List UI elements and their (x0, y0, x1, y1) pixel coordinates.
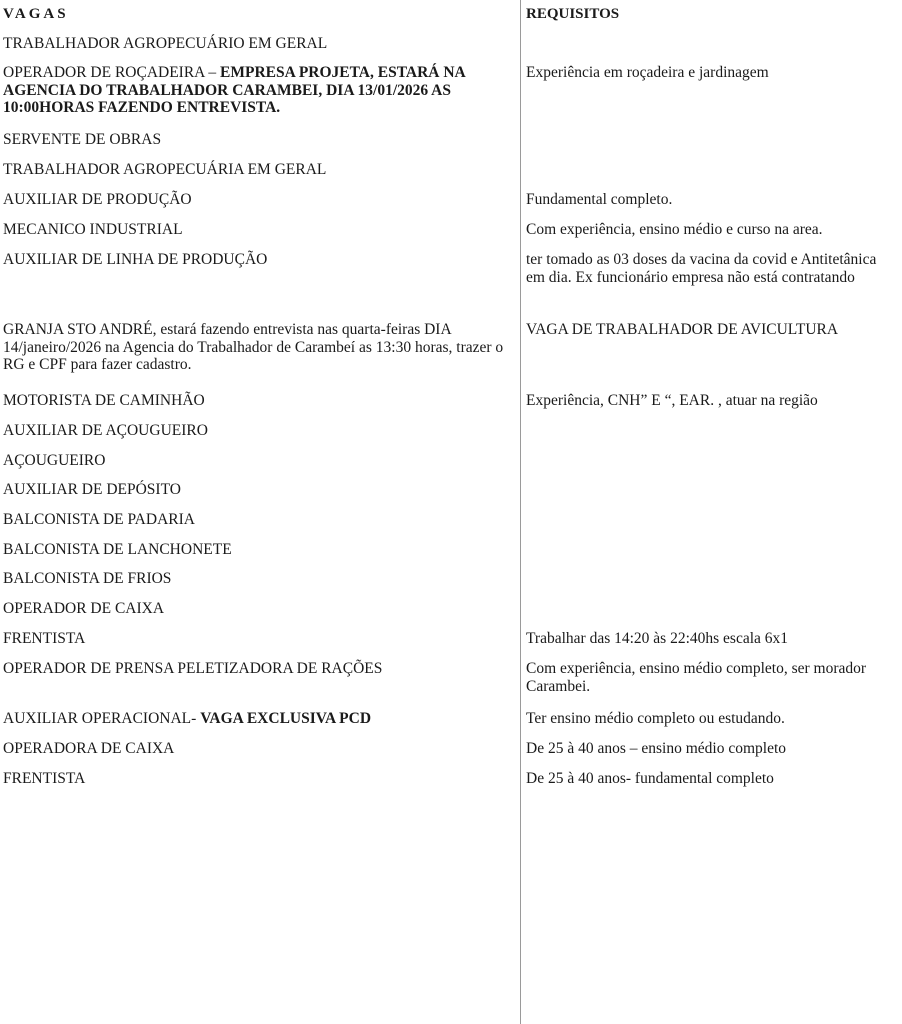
vaga-text: AUXILIAR DE LINHA DE PRODUÇÃO (3, 251, 268, 268)
requisito-text: VAGA DE TRABALHADOR DE AVICULTURA (526, 321, 839, 338)
vaga-text: BALCONISTA DE FRIOS (3, 570, 172, 587)
requisito-text: Fundamental completo. (526, 191, 673, 208)
vaga-text-normal: OPERADOR DE ROÇADEIRA – (3, 64, 221, 81)
vaga-text-normal: AUXILIAR OPERACIONAL- (3, 710, 201, 727)
requisito-text: Experiência, CNH” E “, EAR. , atuar na região (526, 392, 818, 409)
requisito-text: De 25 à 40 anos – ensino médio completo (526, 740, 787, 757)
vaga-text-bold: VAGA EXCLUSIVA PCD (200, 710, 372, 727)
column-divider (520, 0, 521, 1024)
header-vagas: VAGAS (3, 6, 69, 22)
vaga-text: FRENTISTA (3, 630, 86, 647)
vaga-text: MECANICO INDUSTRIAL (3, 221, 183, 238)
vaga-text: AUXILIAR DE PRODUÇÃO (3, 191, 192, 208)
vaga-text: AÇOUGUEIRO (3, 452, 106, 469)
vaga-text: BALCONISTA DE LANCHONETE (3, 541, 232, 558)
requisito-text: Com experiência, ensino médio e curso na area. (526, 221, 823, 238)
vaga-text-bold: EMPRESA PROJETA, ESTARÁ NA AGENCIA DO TRABALHADOR CARAMBEI, DIA 13/01/2026 AS 10:00HORAS FAZENDO ENTREVISTA. (3, 64, 465, 116)
requisito-text: Ter ensino médio completo ou estudando. (526, 710, 785, 727)
vaga-text: OPERADORA DE CAIXA (3, 740, 175, 757)
vaga-text: TRABALHADOR AGROPECUÁRIA EM GERAL (3, 161, 327, 178)
vaga-text: AUXILIAR DE DEPÓSITO (3, 481, 181, 498)
vaga-text: OPERADOR DE CAIXA (3, 600, 165, 617)
vaga-text: FRENTISTA (3, 770, 86, 787)
requisito-text: Trabalhar das 14:20 às 22:40hs escala 6x1 (526, 630, 789, 647)
vaga-text: SERVENTE DE OBRAS (3, 131, 162, 148)
requisito-text: ter tomado as 03 doses da vacina da covid e Antitetânica em dia. Ex funcionário empresa não está contratando (526, 251, 877, 286)
requisito-text: Com experiência, ensino médio completo, ser morador Carambei. (526, 660, 867, 695)
vaga-text: AUXILIAR DE AÇOUGUEIRO (3, 422, 208, 439)
vaga-text: BALCONISTA DE PADARIA (3, 511, 195, 528)
vaga-text (3, 64, 513, 117)
vaga-text: MOTORISTA DE CAMINHÃO (3, 392, 205, 409)
vaga-text (3, 710, 513, 728)
vaga-text: TRABALHADOR AGROPECUÁRIO EM GERAL (3, 35, 328, 52)
vaga-text: GRANJA STO ANDRÉ, estará fazendo entrevista nas quarta-feiras DIA 14/janeiro/2026 na Agencia do Trabalhador de Carambeí as 13:30 horas, trazer o RG e CPF para fazer cadastro. (3, 321, 504, 373)
header-requisitos: REQUISITOS (526, 6, 620, 22)
requisito-text: Experiência em roçadeira e jardinagem (526, 64, 769, 81)
vaga-text: OPERADOR DE PRENSA PELETIZADORA DE RAÇÕES (3, 660, 383, 677)
requisito-text: De 25 à 40 anos- fundamental completo (526, 770, 774, 787)
